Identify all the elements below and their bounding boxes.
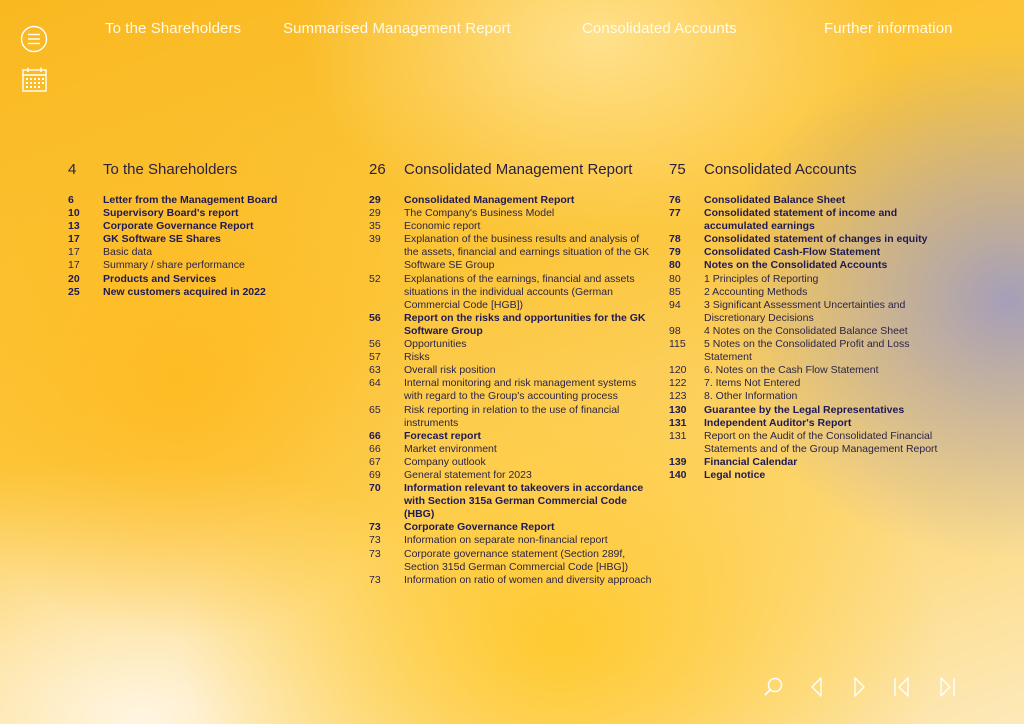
toc-entry[interactable] — [369, 404, 654, 430]
top-navigation — [0, 20, 1024, 42]
toc-entry-title: Consolidated statement of changes in equity — [704, 233, 928, 246]
toc-entry[interactable] — [669, 246, 954, 259]
toc-entry-page: 63 — [369, 364, 381, 377]
toc-entry-page: 67 — [369, 455, 381, 468]
toc-heading-title: To the Shareholders — [103, 160, 238, 178]
toc-entry-page: 69 — [369, 468, 381, 481]
toc-entry-page: 66 — [369, 429, 381, 442]
toc-entry-page: 39 — [369, 233, 381, 246]
toc-column-management-report — [369, 158, 654, 587]
toc-entry-title: Consolidated Balance Sheet — [704, 194, 846, 206]
toc-column-consolidated-accounts — [669, 158, 954, 482]
nav-link-further-information[interactable]: Further information — [824, 20, 953, 37]
toc-entry-title: Legal notice — [704, 468, 766, 481]
toc-entry-page: 122 — [669, 377, 687, 390]
page-controls — [760, 674, 970, 698]
toc-entry-page: 120 — [669, 364, 687, 377]
toc-entry-title: 2 Accounting Methods — [704, 285, 808, 298]
toc-column-heading[interactable] — [68, 158, 308, 180]
toc-heading-title: Consolidated Accounts — [704, 160, 857, 178]
toc-entry[interactable] — [669, 377, 954, 390]
toc-entry[interactable] — [68, 207, 308, 220]
toc-entry[interactable] — [68, 233, 308, 246]
toc-heading-page: 75 — [669, 160, 686, 178]
toc-entry-page: 17 — [68, 259, 80, 272]
toc-entry-page: 115 — [669, 338, 686, 351]
nav-link-management-report[interactable]: Summarised Management Report — [283, 20, 511, 37]
toc-entry-title: 6. Notes on the Cash Flow Statement — [704, 364, 879, 377]
toc-entry-page: 56 — [369, 311, 381, 324]
toc-entry-title: Notes on the Consolidated Accounts — [704, 259, 888, 272]
toc-entry[interactable] — [68, 194, 308, 207]
toc-entry-title: Company outlook — [404, 455, 486, 468]
toc-entry-page: 6 — [68, 194, 74, 206]
toc-entry[interactable] — [669, 299, 954, 325]
toc-entry[interactable] — [669, 430, 954, 456]
toc-entry-page: 131 — [669, 416, 687, 429]
toc-entry[interactable] — [669, 233, 954, 246]
toc-entry[interactable] — [369, 548, 654, 574]
toc-entry[interactable] — [68, 246, 308, 259]
toc-entry-page: 64 — [369, 377, 381, 390]
toc-entry-page: 123 — [669, 390, 687, 403]
toc-list — [669, 194, 954, 482]
toc-entry[interactable] — [669, 286, 954, 299]
toc-entry-title: Independent Auditor's Report — [704, 416, 852, 429]
toc-entry-page: 35 — [369, 220, 381, 233]
toc-entry[interactable] — [369, 574, 654, 587]
toc-entry-title: Information relevant to takeovers in accordance with Section 315a German Commercial Code (HBG) — [404, 482, 644, 521]
toc-entry[interactable] — [369, 338, 654, 351]
toc-entry[interactable] — [669, 259, 954, 272]
toc-entry-title: Consolidated Management Report — [404, 194, 575, 206]
toc-entry-page: 85 — [669, 285, 681, 298]
toc-entry-title: Economic report — [404, 220, 481, 233]
next-page-icon[interactable] — [851, 676, 867, 698]
toc-entry-title: Report on the risks and opportunities for the GK Software Group — [404, 311, 646, 337]
toc-entry-title: Corporate Governance Report — [404, 521, 555, 534]
toc-entry[interactable] — [68, 220, 308, 233]
search-icon[interactable] — [763, 676, 785, 698]
toc-list — [68, 194, 308, 299]
toc-entry-page: 140 — [669, 468, 687, 481]
toc-entry-page: 73 — [369, 534, 381, 547]
toc-entry-page: 52 — [369, 272, 381, 285]
toc-entry-title: Letter from the Management Board — [103, 194, 278, 206]
toc-entry-page: 17 — [68, 233, 80, 246]
toc-entry-page: 79 — [669, 246, 681, 259]
toc-entry[interactable] — [669, 364, 954, 377]
toc-entry-page: 80 — [669, 259, 681, 272]
toc-entry-title: Risks — [404, 351, 430, 364]
toc-entry[interactable] — [369, 456, 654, 469]
toc-entry-title: Consolidated Cash-Flow Statement — [704, 246, 881, 259]
toc-entry-page: 98 — [669, 324, 681, 337]
toc-entry-page: 56 — [369, 338, 381, 351]
toc-entry-title: Summary / share performance — [103, 259, 245, 272]
toc-entry-title: Supervisory Board's report — [103, 207, 239, 220]
toc-entry-page: 73 — [369, 547, 381, 560]
toc-entry-title: Corporate Governance Report — [103, 220, 254, 233]
toc-entry-title: Market environment — [404, 442, 497, 455]
toc-entry-title: 7. Items Not Entered — [704, 377, 801, 390]
toc-entry[interactable] — [68, 286, 308, 299]
toc-entry-title: Risk reporting in relation to the use of financial instruments — [404, 403, 620, 429]
toc-entry-title: Report on the Audit of the Consolidated Financial Statements and of the Group Management Report — [704, 429, 938, 455]
toc-entry[interactable] — [369, 207, 654, 220]
toc-entry[interactable] — [369, 443, 654, 456]
toc-entry-title: 8. Other Information — [704, 390, 798, 403]
toc-entry[interactable] — [369, 273, 654, 312]
toc-entry-page: 13 — [68, 220, 80, 233]
nav-link-consolidated-accounts[interactable]: Consolidated Accounts — [582, 20, 737, 37]
toc-entry-page: 94 — [669, 298, 681, 311]
toc-heading-title: Consolidated Management Report — [404, 160, 633, 178]
toc-entry-title: Financial Calendar — [704, 455, 798, 468]
toc-entry-title: Overall risk position — [404, 364, 496, 377]
toc-entry[interactable] — [669, 469, 954, 482]
toc-entry[interactable] — [669, 325, 954, 338]
toc-entry-title: Guarantee by the Legal Representatives — [704, 403, 905, 416]
toc-column-heading[interactable] — [369, 158, 654, 180]
toc-entry[interactable] — [669, 338, 954, 364]
toc-entry-title: 4 Notes on the Consolidated Balance Sheet — [704, 324, 908, 337]
calendar-icon[interactable] — [22, 67, 47, 92]
toc-entry[interactable] — [369, 521, 654, 534]
toc-entry[interactable] — [369, 351, 654, 364]
toc-column-shareholders — [68, 158, 308, 299]
toc-entry[interactable] — [669, 417, 954, 430]
toc-entry[interactable] — [369, 430, 654, 443]
toc-entry-page: 65 — [369, 403, 381, 416]
toc-entry-title: Opportunities — [404, 338, 467, 351]
toc-entry[interactable] — [68, 259, 308, 272]
toc-entry-page: 73 — [369, 521, 381, 534]
toc-entry-page: 80 — [669, 272, 681, 285]
toc-heading-page: 4 — [68, 160, 77, 178]
toc-entry-title: Information on ratio of women and diversity approach — [404, 573, 652, 586]
toc-entry[interactable] — [369, 377, 654, 403]
toc-entry-page: 77 — [669, 207, 681, 220]
nav-link-shareholders[interactable]: To the Shareholders — [105, 20, 242, 37]
toc-entry-page: 20 — [68, 272, 80, 285]
toc-entry-title: Information on separate non-financial report — [404, 534, 608, 547]
previous-page-icon[interactable] — [809, 676, 825, 698]
toc-entry[interactable] — [669, 456, 954, 469]
toc-entry-page: 17 — [68, 246, 80, 259]
toc-entry[interactable] — [369, 194, 654, 207]
toc-entry[interactable] — [669, 390, 954, 403]
toc-entry-title: Forecast report — [404, 429, 482, 442]
last-page-icon[interactable] — [938, 676, 956, 698]
menu-icon[interactable] — [20, 25, 48, 53]
toc-entry-title: General statement for 2023 — [404, 468, 532, 481]
toc-entry-title: 5 Notes on the Consolidated Profit and Loss Statement — [704, 338, 910, 364]
toc-list — [369, 194, 654, 587]
toc-entry-title: New customers acquired in 2022 — [103, 285, 266, 298]
toc-entry-page: 10 — [68, 207, 80, 220]
toc-entry-title: Products and Services — [103, 272, 217, 285]
toc-entry-page: 57 — [369, 351, 381, 364]
toc-entry-title: 1 Principles of Reporting — [704, 272, 819, 285]
toc-heading-page: 26 — [369, 160, 386, 178]
toc-entry-title: Internal monitoring and risk management systems with regard to the Group's accounting process — [404, 377, 637, 403]
toc-entry-page: 66 — [369, 442, 381, 455]
toc-entry[interactable] — [369, 233, 654, 272]
toc-entry-page: 73 — [369, 573, 381, 586]
toc-entry[interactable] — [669, 207, 954, 233]
first-page-icon[interactable] — [893, 676, 911, 698]
toc-entry[interactable] — [369, 534, 654, 547]
toc-entry[interactable] — [369, 220, 654, 233]
toc-entry-title: 3 Significant Assessment Uncertainties and Discretionary Decisions — [704, 298, 906, 324]
toc-entry-title: Consolidated statement of income and accumulated earnings — [704, 207, 898, 233]
toc-entry[interactable] — [369, 364, 654, 377]
toc-column-heading[interactable] — [669, 158, 954, 180]
toc-entry[interactable] — [669, 273, 954, 286]
toc-entry[interactable] — [669, 194, 954, 207]
toc-entry-title: The Company's Business Model — [404, 207, 555, 220]
toc-entry[interactable] — [369, 312, 654, 338]
toc-entry-title: Explanations of the earnings, financial and assets situations in the individual accounts (German Commercial Code [HGB]) — [404, 272, 635, 311]
toc-entry-page: 29 — [369, 207, 381, 220]
toc-entry[interactable] — [669, 404, 954, 417]
toc-entry-page: 130 — [669, 403, 687, 416]
toc-entry-page: 76 — [669, 194, 681, 206]
toc-entry-title: Corporate governance statement (Section 289f, Section 315d German Commercial Code [HBG]) — [404, 547, 629, 573]
toc-entry[interactable] — [369, 482, 654, 521]
toc-entry-page: 139 — [669, 455, 687, 468]
toc-entry-page: 25 — [68, 285, 80, 298]
toc-entry-page: 29 — [369, 194, 381, 206]
toc-entry-page: 70 — [369, 482, 381, 495]
toc-entry[interactable] — [369, 469, 654, 482]
toc-entry-title: Explanation of the business results and analysis of the assets, financial and earnings situation of the GK Software SE Group — [404, 233, 650, 272]
toc-entry-page: 131 — [669, 429, 687, 442]
toc-entry-title: Basic data — [103, 246, 153, 259]
toc-entry-page: 78 — [669, 233, 681, 246]
toc-entry[interactable] — [68, 273, 308, 286]
toc-entry-title: GK Software SE Shares — [103, 233, 221, 246]
